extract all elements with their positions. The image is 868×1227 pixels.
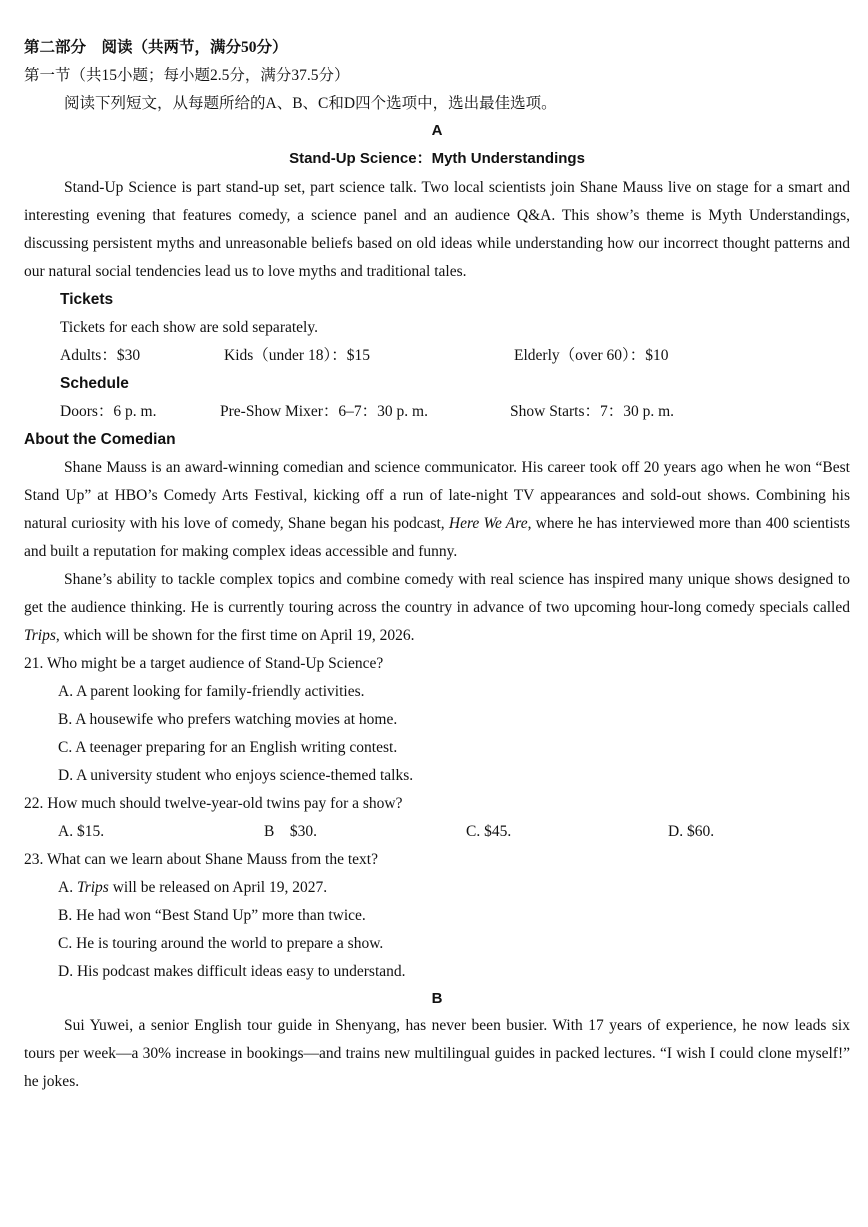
about-p2-after: , which will be shown for the first time on April 19, 2026. [55, 627, 415, 644]
q22-option-c: C. $45. [466, 823, 512, 840]
passage-b-letter: B [431, 990, 443, 1007]
part-heading: 第二部分 阅读（共两节，满分50分） [24, 39, 288, 56]
q23-a-italic: Trips [76, 879, 109, 896]
exam-page [24, 34, 850, 1096]
passage-b-paragraph-1: Sui Yuwei, a senior English tour guide in Shenyang, has never been busier. With 17 years of experience, he now leads six tours per week—a 30% increase in bookings—and trains new multilingual guides in packed lectures. “I wish I could clone myself!” he jokes. [24, 1017, 850, 1090]
q23-option-c: C. He is touring around the world to prepare a show. [58, 935, 384, 952]
q21-option-a: A. A parent looking for family-friendly activities. [58, 683, 365, 700]
about-paragraph-1 [24, 454, 850, 566]
about-heading: About the Comedian [24, 431, 176, 448]
question-23: 23. What can we learn about Shane Mauss from the text? [24, 851, 378, 868]
q22-option-b: B $30. [264, 823, 317, 840]
q21-option-d: D. A university student who enjoys science-themed talks. [58, 767, 414, 784]
schedule-times [24, 398, 850, 426]
ticket-prices [24, 342, 850, 370]
q22-option-d: D. $60. [668, 823, 715, 840]
q22-options [24, 818, 850, 846]
tickets-heading: Tickets [60, 291, 114, 308]
schedule-mixer: Pre-Show Mixer：6–7：30 p. m. [220, 403, 428, 420]
q23-option-d: D. His podcast makes difficult ideas easy to understand. [58, 963, 406, 980]
q21-option-c: C. A teenager preparing for an English writing contest. [58, 739, 398, 756]
question-22: 22. How much should twelve-year-old twins pay for a show? [24, 795, 403, 812]
passage-a-intro: Stand-Up Science is part stand-up set, part science talk. Two local scientists join Shane Mauss live on stage for a smart and interesting evening that features comedy, a science panel and an audience Q&A. This show’s theme is Myth Understandings, discussing persistent myths and unreasonable beliefs based on old ideas while understanding how our incorrect thought patterns and our natural social tendencies lead us to love myths and traditional tales. [24, 179, 850, 280]
schedule-doors: Doors：6 p. m. [60, 403, 157, 420]
passage-a-title: Stand-Up Science：Myth Understandings [289, 150, 585, 167]
question-21: 21. Who might be a target audience of Stand-Up Science? [24, 655, 384, 672]
schedule-heading: Schedule [60, 375, 129, 392]
price-kids: Kids（under 18）：$15 [224, 347, 370, 364]
q22-option-a: A. $15. [58, 823, 105, 840]
podcast-title: Here We Are [448, 515, 528, 532]
q23-a-rest: will be released on April 19, 2027. [108, 879, 328, 896]
section-heading: 第一节（共15小题；每小题2.5分，满分37.5分） [24, 67, 350, 84]
instruction-text: 阅读下列短文，从每题所给的A、B、C和D四个选项中，选出最佳选项。 [64, 95, 557, 112]
schedule-show: Show Starts：7：30 p. m. [510, 403, 675, 420]
q23-a-prefix: A. [58, 879, 77, 896]
about-p1-after: , where he has interviewed more than 400 scientists and built a reputation for making complex ideas accessible and funny. [24, 515, 851, 560]
about-p1-before: Shane Mauss is an award-winning comedian and science communicator. His career took off 20 years ago when he won “Best Stand Up” at HBO’s Comedy Arts Festival, kicking off a run of late-night TV appearances and sold-out shows. Combining his natural curiosity with his love of comedy, Shane began his podcast, [24, 459, 850, 532]
about-p2-before: Shane’s ability to tackle complex topics and combine comedy with real science has inspired many unique shows designed to get the audience thinking. He is currently touring across the country in advance of two upcoming hour-long comedy specials called [24, 571, 850, 616]
q21-option-b: B. A housewife who prefers watching movies at home. [58, 711, 398, 728]
special-title: Trips [24, 627, 56, 644]
q23-option-b: B. He had won “Best Stand Up” more than twice. [58, 907, 366, 924]
about-paragraph-2 [24, 566, 850, 650]
price-elderly: Elderly（over 60）：$10 [514, 347, 669, 364]
price-adults: Adults：$30 [60, 347, 141, 364]
q23-option-a [24, 874, 850, 902]
tickets-note: Tickets for each show are sold separately. [60, 319, 318, 336]
passage-a-letter: A [431, 122, 443, 139]
